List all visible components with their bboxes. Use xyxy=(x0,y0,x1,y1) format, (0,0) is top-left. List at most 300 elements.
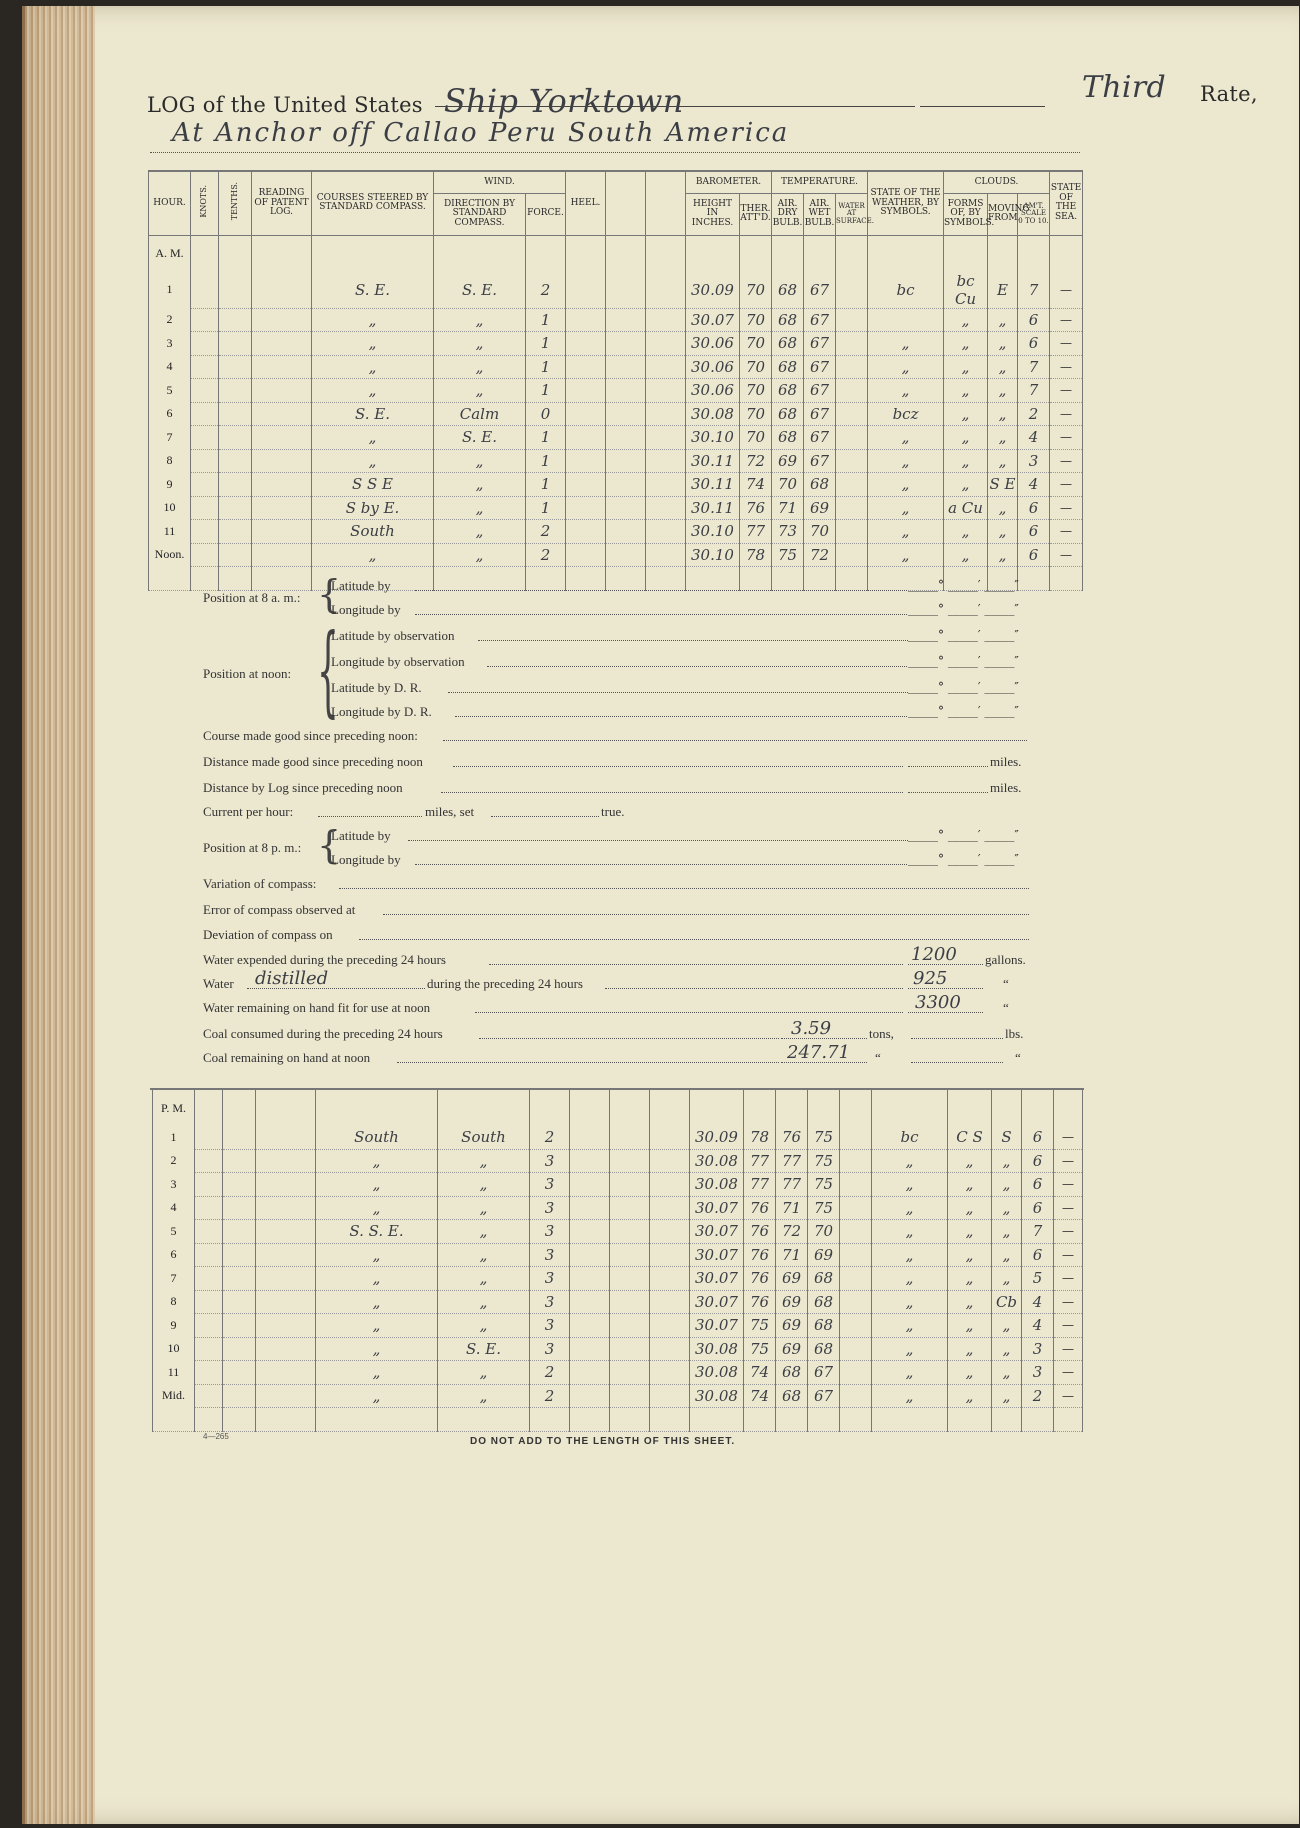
water-suffix: during the preceding 24 hours xyxy=(427,976,583,991)
empty-cell xyxy=(840,1196,872,1220)
cell-amt: 7 xyxy=(1018,272,1050,309)
empty-cell xyxy=(836,332,868,356)
cell-forms: „ xyxy=(948,1337,992,1361)
cell-dir: „ xyxy=(438,1173,530,1197)
col-ther: THER. ATT'D. xyxy=(740,193,772,235)
brace-8pm: { xyxy=(317,823,342,867)
cell-ther: 70 xyxy=(740,426,772,450)
empty-cell xyxy=(256,1314,316,1338)
empty-cell xyxy=(840,1384,872,1408)
empty-cell xyxy=(650,1314,690,1338)
cell-course: „ xyxy=(316,1267,438,1291)
cell-dry: 68 xyxy=(772,426,804,450)
pm-log-row xyxy=(153,1384,1083,1408)
cell-moving: „ xyxy=(988,543,1018,567)
empty-cell xyxy=(252,520,312,544)
cell-course: S. S. E. xyxy=(316,1220,438,1244)
pm-log-row xyxy=(153,1220,1083,1244)
cell-dir: South xyxy=(438,1126,530,1149)
cell-course: „ xyxy=(316,1196,438,1220)
cell-course: „ xyxy=(312,543,434,567)
empty-cell xyxy=(840,1290,872,1314)
cell-moving: „ xyxy=(992,1196,1022,1220)
col-heel: HEEL. xyxy=(566,171,606,235)
coal-remaining-label: Coal remaining on hand at noon xyxy=(203,1050,371,1065)
empty-cell xyxy=(195,1267,223,1291)
empty-cell xyxy=(836,379,868,403)
empty-cell xyxy=(840,1220,872,1244)
cell-course: S by E. xyxy=(312,496,434,520)
empty-cell xyxy=(836,473,868,497)
empty-cell xyxy=(646,496,686,520)
empty-cell xyxy=(191,379,219,403)
empty-cell xyxy=(610,1314,650,1338)
cell-hour: 6 xyxy=(153,1243,195,1267)
empty-cell xyxy=(256,1149,316,1173)
cell-bar: 30.06 xyxy=(686,332,740,356)
cell-sea: — xyxy=(1054,1243,1083,1267)
distance-by-log-label: Distance by Log since preceding noon xyxy=(203,780,403,795)
cell-hour: 10 xyxy=(153,1337,195,1361)
empty-cell xyxy=(606,473,646,497)
water-type: distilled xyxy=(255,968,329,989)
deg-min-sec-8pm-lat: _____° _____′ _____″ xyxy=(908,828,1019,842)
cell-bar: 30.07 xyxy=(686,308,740,332)
cell-course: S S E xyxy=(312,473,434,497)
cell-course: „ xyxy=(316,1243,438,1267)
cell-ther: 76 xyxy=(744,1196,776,1220)
cell-hour: 8 xyxy=(149,449,191,473)
cell-dir: „ xyxy=(434,520,526,544)
cell-sea: — xyxy=(1050,496,1083,520)
cell-dry: 68 xyxy=(772,308,804,332)
deg-min-sec-noon-lon-dr: _____° _____′ _____″ xyxy=(908,704,1019,718)
cell-wet: 68 xyxy=(804,473,836,497)
pm-log-row xyxy=(153,1267,1083,1291)
col-knots: KNOTS. xyxy=(199,185,209,218)
cell-bar: 30.08 xyxy=(690,1173,744,1197)
pos-noon-lat-obs: Latitude by observation xyxy=(331,628,455,643)
cell-weather xyxy=(868,308,944,332)
cell-force: 1 xyxy=(526,332,566,356)
empty-cell xyxy=(840,1314,872,1338)
empty-cell xyxy=(650,1267,690,1291)
am-log-row xyxy=(149,355,1083,379)
cell-amt: 7 xyxy=(1018,379,1050,403)
cell-dir: Calm xyxy=(434,402,526,426)
cell-moving: „ xyxy=(992,1361,1022,1385)
empty-cell xyxy=(836,308,868,332)
cell-dir: „ xyxy=(434,473,526,497)
empty-cell xyxy=(219,355,252,379)
ship-name: Ship Yorktown xyxy=(443,82,684,120)
cell-moving: Cb xyxy=(992,1290,1022,1314)
cell-course: „ xyxy=(312,332,434,356)
cell-wet: 68 xyxy=(808,1337,840,1361)
cell-hour: 7 xyxy=(153,1267,195,1291)
cell-amt: 6 xyxy=(1018,496,1050,520)
cell-forms: „ xyxy=(944,449,988,473)
cell-dir: „ xyxy=(438,1243,530,1267)
cell-weather: „ xyxy=(868,449,944,473)
cell-wet: 75 xyxy=(808,1149,840,1173)
cell-bar: 30.10 xyxy=(686,520,740,544)
cell-forms: „ xyxy=(948,1384,992,1408)
cell-moving: „ xyxy=(988,520,1018,544)
am-log-row xyxy=(149,426,1083,450)
empty-cell xyxy=(840,1243,872,1267)
empty-cell xyxy=(256,1290,316,1314)
pos-noon-lon-dr: Longitude by D. R. xyxy=(331,704,432,719)
empty-cell xyxy=(570,1126,610,1149)
cell-bar: 30.07 xyxy=(690,1196,744,1220)
empty-cell xyxy=(570,1384,610,1408)
cell-weather: „ xyxy=(872,1173,948,1197)
course-made-good-label: Course made good since preceding noon: xyxy=(203,728,418,743)
empty-cell xyxy=(646,520,686,544)
empty-cell xyxy=(610,1220,650,1244)
cell-wet: 67 xyxy=(804,272,836,309)
empty-cell xyxy=(191,473,219,497)
cell-force: 1 xyxy=(526,496,566,520)
empty-cell xyxy=(219,308,252,332)
cell-sea: — xyxy=(1050,473,1083,497)
empty-cell xyxy=(256,1196,316,1220)
cell-amt: 7 xyxy=(1018,355,1050,379)
empty-cell xyxy=(256,1243,316,1267)
empty-cell xyxy=(566,543,606,567)
col-air-wet: AIR. WET BULB. xyxy=(804,193,836,235)
empty-cell xyxy=(646,355,686,379)
empty-cell xyxy=(223,1267,256,1291)
empty-cell xyxy=(650,1149,690,1173)
cell-moving: S E xyxy=(988,473,1018,497)
cell-wet: 75 xyxy=(808,1196,840,1220)
cell-wet: 75 xyxy=(808,1173,840,1197)
form-number: 4—265 xyxy=(203,1432,229,1441)
cell-amt: 3 xyxy=(1022,1361,1054,1385)
empty-cell xyxy=(223,1314,256,1338)
empty-cell xyxy=(570,1337,610,1361)
empty-cell xyxy=(646,402,686,426)
empty-cell xyxy=(570,1361,610,1385)
cell-ther: 70 xyxy=(740,272,772,309)
cell-sea: — xyxy=(1054,1173,1083,1197)
cell-dry: 77 xyxy=(776,1173,808,1197)
cell-hour: 11 xyxy=(153,1361,195,1385)
cell-amt: 3 xyxy=(1022,1337,1054,1361)
cell-moving: „ xyxy=(992,1173,1022,1197)
cell-wet: 67 xyxy=(804,308,836,332)
deg-min-sec-noon-lon-obs: _____° _____′ _____″ xyxy=(908,654,1019,668)
cell-dry: 69 xyxy=(776,1337,808,1361)
cell-amt: 2 xyxy=(1022,1384,1054,1408)
cell-wet: 69 xyxy=(804,496,836,520)
empty-cell xyxy=(223,1337,256,1361)
cell-weather: „ xyxy=(872,1361,948,1385)
cell-forms: „ xyxy=(944,332,988,356)
ship-name-underline xyxy=(435,106,915,107)
cell-force: 1 xyxy=(526,449,566,473)
empty-cell xyxy=(836,496,868,520)
pm-log-row xyxy=(153,1290,1083,1314)
empty-cell xyxy=(256,1337,316,1361)
cell-sea: — xyxy=(1050,355,1083,379)
cell-sea: — xyxy=(1054,1361,1083,1385)
cell-ther: 76 xyxy=(744,1243,776,1267)
empty-cell xyxy=(836,426,868,450)
pm-log-row xyxy=(153,1361,1083,1385)
cell-moving: „ xyxy=(988,426,1018,450)
empty-cell xyxy=(610,1196,650,1220)
cell-moving: S xyxy=(992,1126,1022,1149)
empty-cell xyxy=(606,355,646,379)
cell-forms: „ xyxy=(948,1243,992,1267)
empty-cell xyxy=(606,496,646,520)
cell-bar: 30.07 xyxy=(690,1267,744,1291)
cell-hour: 11 xyxy=(149,520,191,544)
cell-wet: 68 xyxy=(808,1314,840,1338)
cell-force: 3 xyxy=(530,1243,570,1267)
cell-ther: 70 xyxy=(740,379,772,403)
empty-cell xyxy=(256,1173,316,1197)
cell-weather: „ xyxy=(872,1267,948,1291)
empty-cell xyxy=(840,1173,872,1197)
cell-moving: „ xyxy=(988,402,1018,426)
empty-cell xyxy=(223,1361,256,1385)
cell-wet: 67 xyxy=(808,1384,840,1408)
cell-hour: 3 xyxy=(149,332,191,356)
cell-moving: „ xyxy=(988,355,1018,379)
cell-amt: 5 xyxy=(1022,1267,1054,1291)
cell-dry: 68 xyxy=(772,379,804,403)
empty-cell xyxy=(570,1243,610,1267)
empty-cell xyxy=(195,1243,223,1267)
cell-force: 1 xyxy=(526,355,566,379)
cell-dry: 69 xyxy=(776,1314,808,1338)
cell-dry: 77 xyxy=(776,1149,808,1173)
empty-cell xyxy=(223,1196,256,1220)
cell-forms: „ xyxy=(948,1196,992,1220)
current-per-hour-label: Current per hour: xyxy=(203,804,294,819)
cell-moving: „ xyxy=(992,1337,1022,1361)
cell-course: „ xyxy=(316,1314,438,1338)
cell-forms: „ xyxy=(944,308,988,332)
cell-force: 2 xyxy=(530,1384,570,1408)
cell-sea: — xyxy=(1050,402,1083,426)
cell-force: 1 xyxy=(526,379,566,403)
cell-dir: „ xyxy=(434,449,526,473)
cell-weather: bc xyxy=(872,1126,948,1149)
pm-log-row xyxy=(153,1173,1083,1197)
cell-sea: — xyxy=(1054,1196,1083,1220)
cell-dry: 68 xyxy=(776,1384,808,1408)
cell-moving: „ xyxy=(992,1149,1022,1173)
water-prefix: Water xyxy=(203,976,234,991)
empty-cell xyxy=(219,473,252,497)
pos-8pm-lat: Latitude by xyxy=(331,828,391,843)
cell-bar: 30.06 xyxy=(686,379,740,403)
cell-force: 2 xyxy=(526,272,566,309)
empty-cell xyxy=(219,449,252,473)
empty-cell xyxy=(650,1126,690,1149)
empty-cell xyxy=(256,1126,316,1149)
empty-cell xyxy=(650,1220,690,1244)
cell-wet: 70 xyxy=(808,1220,840,1244)
cell-dry: 72 xyxy=(776,1220,808,1244)
cell-bar: 30.11 xyxy=(686,496,740,520)
empty-cell xyxy=(610,1149,650,1173)
water-expended-label: Water expended during the preceding 24 hours xyxy=(203,952,446,967)
cell-dir: „ xyxy=(434,543,526,567)
cell-moving: „ xyxy=(988,308,1018,332)
am-log-row xyxy=(149,496,1083,520)
cell-forms: a Cu xyxy=(944,496,988,520)
cell-course: „ xyxy=(312,449,434,473)
cell-dir: S. E. xyxy=(434,426,526,450)
water-remaining-value: 3300 xyxy=(915,992,961,1013)
cell-course: „ xyxy=(312,379,434,403)
cell-bar: 30.08 xyxy=(690,1337,744,1361)
cell-sea: — xyxy=(1054,1126,1083,1149)
cell-wet: 67 xyxy=(804,355,836,379)
cell-force: 1 xyxy=(526,426,566,450)
empty-cell xyxy=(191,520,219,544)
empty-cell xyxy=(252,543,312,567)
cell-hour: 4 xyxy=(149,355,191,379)
pos-8pm-label: Position at 8 p. m.: xyxy=(203,840,302,855)
coal-remaining-ditto-lbs: “ xyxy=(1015,1050,1021,1065)
cell-dir: S. E. xyxy=(434,272,526,309)
cell-force: 2 xyxy=(526,520,566,544)
distance-made-good-miles: miles. xyxy=(990,754,1022,769)
cell-ther: 72 xyxy=(740,449,772,473)
cell-dir: „ xyxy=(438,1361,530,1385)
cell-weather: „ xyxy=(872,1220,948,1244)
empty-cell xyxy=(650,1361,690,1385)
cell-bar: 30.11 xyxy=(686,449,740,473)
cell-ther: 78 xyxy=(744,1126,776,1149)
empty-cell xyxy=(566,355,606,379)
coal-consumed-value: 3.59 xyxy=(791,1018,832,1039)
empty-cell xyxy=(650,1384,690,1408)
cell-dry: 76 xyxy=(776,1126,808,1149)
cell-weather: „ xyxy=(868,520,944,544)
empty-cell xyxy=(606,272,646,309)
empty-cell xyxy=(219,379,252,403)
cell-hour: 7 xyxy=(149,426,191,450)
deg-min-sec-noon-lat-dr: _____° _____′ _____″ xyxy=(908,680,1019,694)
empty-cell xyxy=(840,1126,872,1149)
empty-cell xyxy=(606,332,646,356)
empty-cell xyxy=(646,473,686,497)
cell-ther: 70 xyxy=(740,402,772,426)
cell-bar: 30.06 xyxy=(686,355,740,379)
col-temperature: TEMPERATURE. xyxy=(772,171,868,193)
cell-dir: „ xyxy=(434,379,526,403)
empty-cell xyxy=(570,1149,610,1173)
col-hour: HOUR. xyxy=(149,171,191,235)
cell-hour: 10 xyxy=(149,496,191,520)
am-log-row xyxy=(149,379,1083,403)
empty-cell xyxy=(252,402,312,426)
empty-cell xyxy=(223,1384,256,1408)
pm-log-row xyxy=(153,1314,1083,1338)
cell-sea: — xyxy=(1050,272,1083,309)
cell-amt: 6 xyxy=(1018,520,1050,544)
empty-cell xyxy=(256,1384,316,1408)
cell-force: 3 xyxy=(530,1149,570,1173)
cell-wet: 75 xyxy=(808,1126,840,1149)
cell-amt: 4 xyxy=(1018,473,1050,497)
cell-moving: „ xyxy=(992,1314,1022,1338)
empty-cell xyxy=(650,1196,690,1220)
cell-amt: 4 xyxy=(1018,426,1050,450)
water-expended-value: 1200 xyxy=(911,944,957,965)
cell-moving: E xyxy=(988,272,1018,309)
cell-hour: 2 xyxy=(149,308,191,332)
cell-bar: 30.07 xyxy=(690,1290,744,1314)
lbs-label: lbs. xyxy=(1005,1026,1024,1041)
cell-amt: 4 xyxy=(1022,1314,1054,1338)
empty-cell xyxy=(570,1290,610,1314)
pm-log-table xyxy=(152,1090,1083,1432)
cell-dry: 68 xyxy=(772,402,804,426)
cell-forms: „ xyxy=(948,1267,992,1291)
empty-cell xyxy=(195,1290,223,1314)
cell-wet: 69 xyxy=(808,1243,840,1267)
cell-sea: — xyxy=(1054,1220,1083,1244)
empty-cell xyxy=(610,1243,650,1267)
cell-ther: 77 xyxy=(744,1149,776,1173)
empty-cell xyxy=(840,1337,872,1361)
cell-dir: „ xyxy=(438,1290,530,1314)
cell-dry: 69 xyxy=(776,1290,808,1314)
cell-bar: 30.08 xyxy=(686,402,740,426)
cell-amt: 6 xyxy=(1022,1149,1054,1173)
empty-cell xyxy=(195,1220,223,1244)
cell-weather: „ xyxy=(872,1149,948,1173)
cell-wet: 67 xyxy=(808,1361,840,1385)
col-wind-force: FORCE. xyxy=(526,193,566,235)
cell-sea: — xyxy=(1054,1384,1083,1408)
cell-ther: 78 xyxy=(740,543,772,567)
distance-by-log-miles: miles. xyxy=(990,780,1022,795)
empty-cell xyxy=(191,426,219,450)
empty-cell xyxy=(219,272,252,309)
deg-min-sec-noon-lat-obs: _____° _____′ _____″ xyxy=(908,628,1019,642)
empty-cell xyxy=(256,1267,316,1291)
cell-weather: „ xyxy=(872,1243,948,1267)
cell-sea: — xyxy=(1054,1290,1083,1314)
empty-cell xyxy=(650,1337,690,1361)
cell-course: „ xyxy=(316,1290,438,1314)
col-sea: STATE OF THE SEA. xyxy=(1050,171,1083,235)
cell-wet: 67 xyxy=(804,379,836,403)
cell-forms: „ xyxy=(944,402,988,426)
pm-log-row xyxy=(153,1149,1083,1173)
empty-cell xyxy=(195,1384,223,1408)
empty-cell xyxy=(836,543,868,567)
col-air-dry: AIR. DRY BULB. xyxy=(772,193,804,235)
cell-weather: „ xyxy=(872,1337,948,1361)
cell-bar: 30.10 xyxy=(686,543,740,567)
cell-force: 3 xyxy=(530,1196,570,1220)
cell-course: „ xyxy=(312,355,434,379)
cell-dry: 68 xyxy=(772,272,804,309)
empty-cell xyxy=(650,1243,690,1267)
ship-rate: Third xyxy=(1082,70,1166,105)
